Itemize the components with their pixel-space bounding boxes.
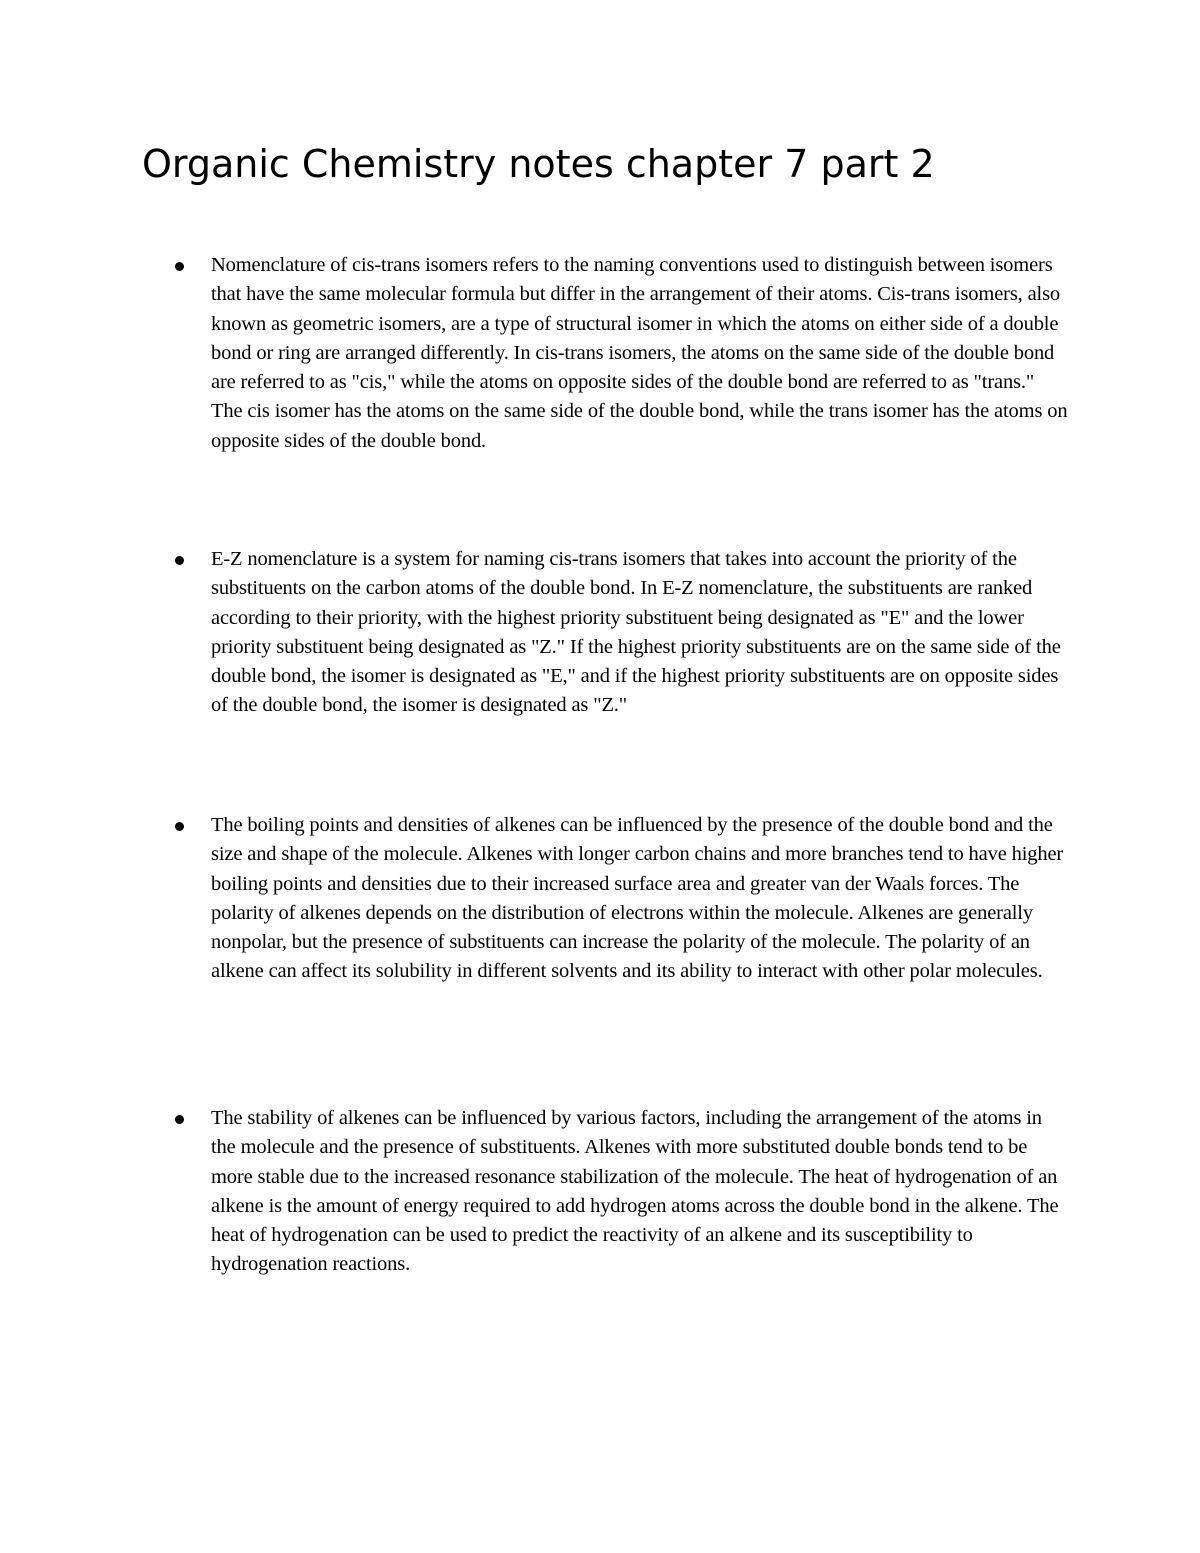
list-item-text: The stability of alkenes can be influenced by various factors, including the arrangement of the atoms in the molecule and the presence of substituents. Alkenes with more substituted double bonds tend to be more stable due to the increased resonance stabilization of the molecule. The heat of hydrogenation of an alkene is the amount of energy required to add hydrogen atoms across the double bond in the alkene. The heat of hydrogenation can be used to predict the reactivity of an alkene and its susceptibility to hydrogenation reactions. <box>211 1107 1059 1276</box>
list-item-text: E-Z nomenclature is a system for naming cis-trans isomers that takes into account the priority of the substituents on the carbon atoms of the double bond. In E-Z nomenclature, the substituents are ranked according to their priority, with the highest priority substituent being designated as "E" and the lower priority substituent being designated as "Z." If the highest priority substituents are on the same side of the double bond, the isomer is designated as "E," and if the highest priority substituents are on opposite sides of the double bond, the isomer is designated as "Z." <box>211 548 1061 717</box>
list-item-text: Nomenclature of cis-trans isomers refers to the naming conventions used to distinguish between isomers that have the same molecular formula but differ in the arrangement of their atoms. Cis-trans isomers, also known as geometric isomers, are a type of structural isomer in which the atoms on either side of a double bond or ring are arranged differently. In cis-trans isomers, the atoms on the same side of the double bond are referred to as "cis," while the atoms on opposite sides of the double bond are referred to as "trans." The cis isomer has the atoms on the same side of the double bond, while the trans isomer has the atoms on opposite sides of the double bond. <box>211 254 1068 452</box>
page-title: Organic Chemistry notes chapter 7 part 2 <box>142 142 935 186</box>
bullet-icon <box>175 1115 184 1124</box>
bullet-icon <box>175 822 184 831</box>
bullet-icon <box>175 262 184 271</box>
list-item-text: The boiling points and densities of alkenes can be influenced by the presence of the double bond and the size and shape of the molecule. Alkenes with longer carbon chains and more branches tend to have higher boiling points and densities due to their increased surface area and greater van der Waals forces. The polarity of alkenes depends on the distribution of electrons within the molecule. Alkenes are generally nonpolar, but the presence of substituents can increase the polarity of the molecule. The polarity of an alkene can affect its solubility in different solvents and its ability to interact with other polar molecules. <box>211 814 1064 983</box>
bullet-icon <box>175 556 184 565</box>
